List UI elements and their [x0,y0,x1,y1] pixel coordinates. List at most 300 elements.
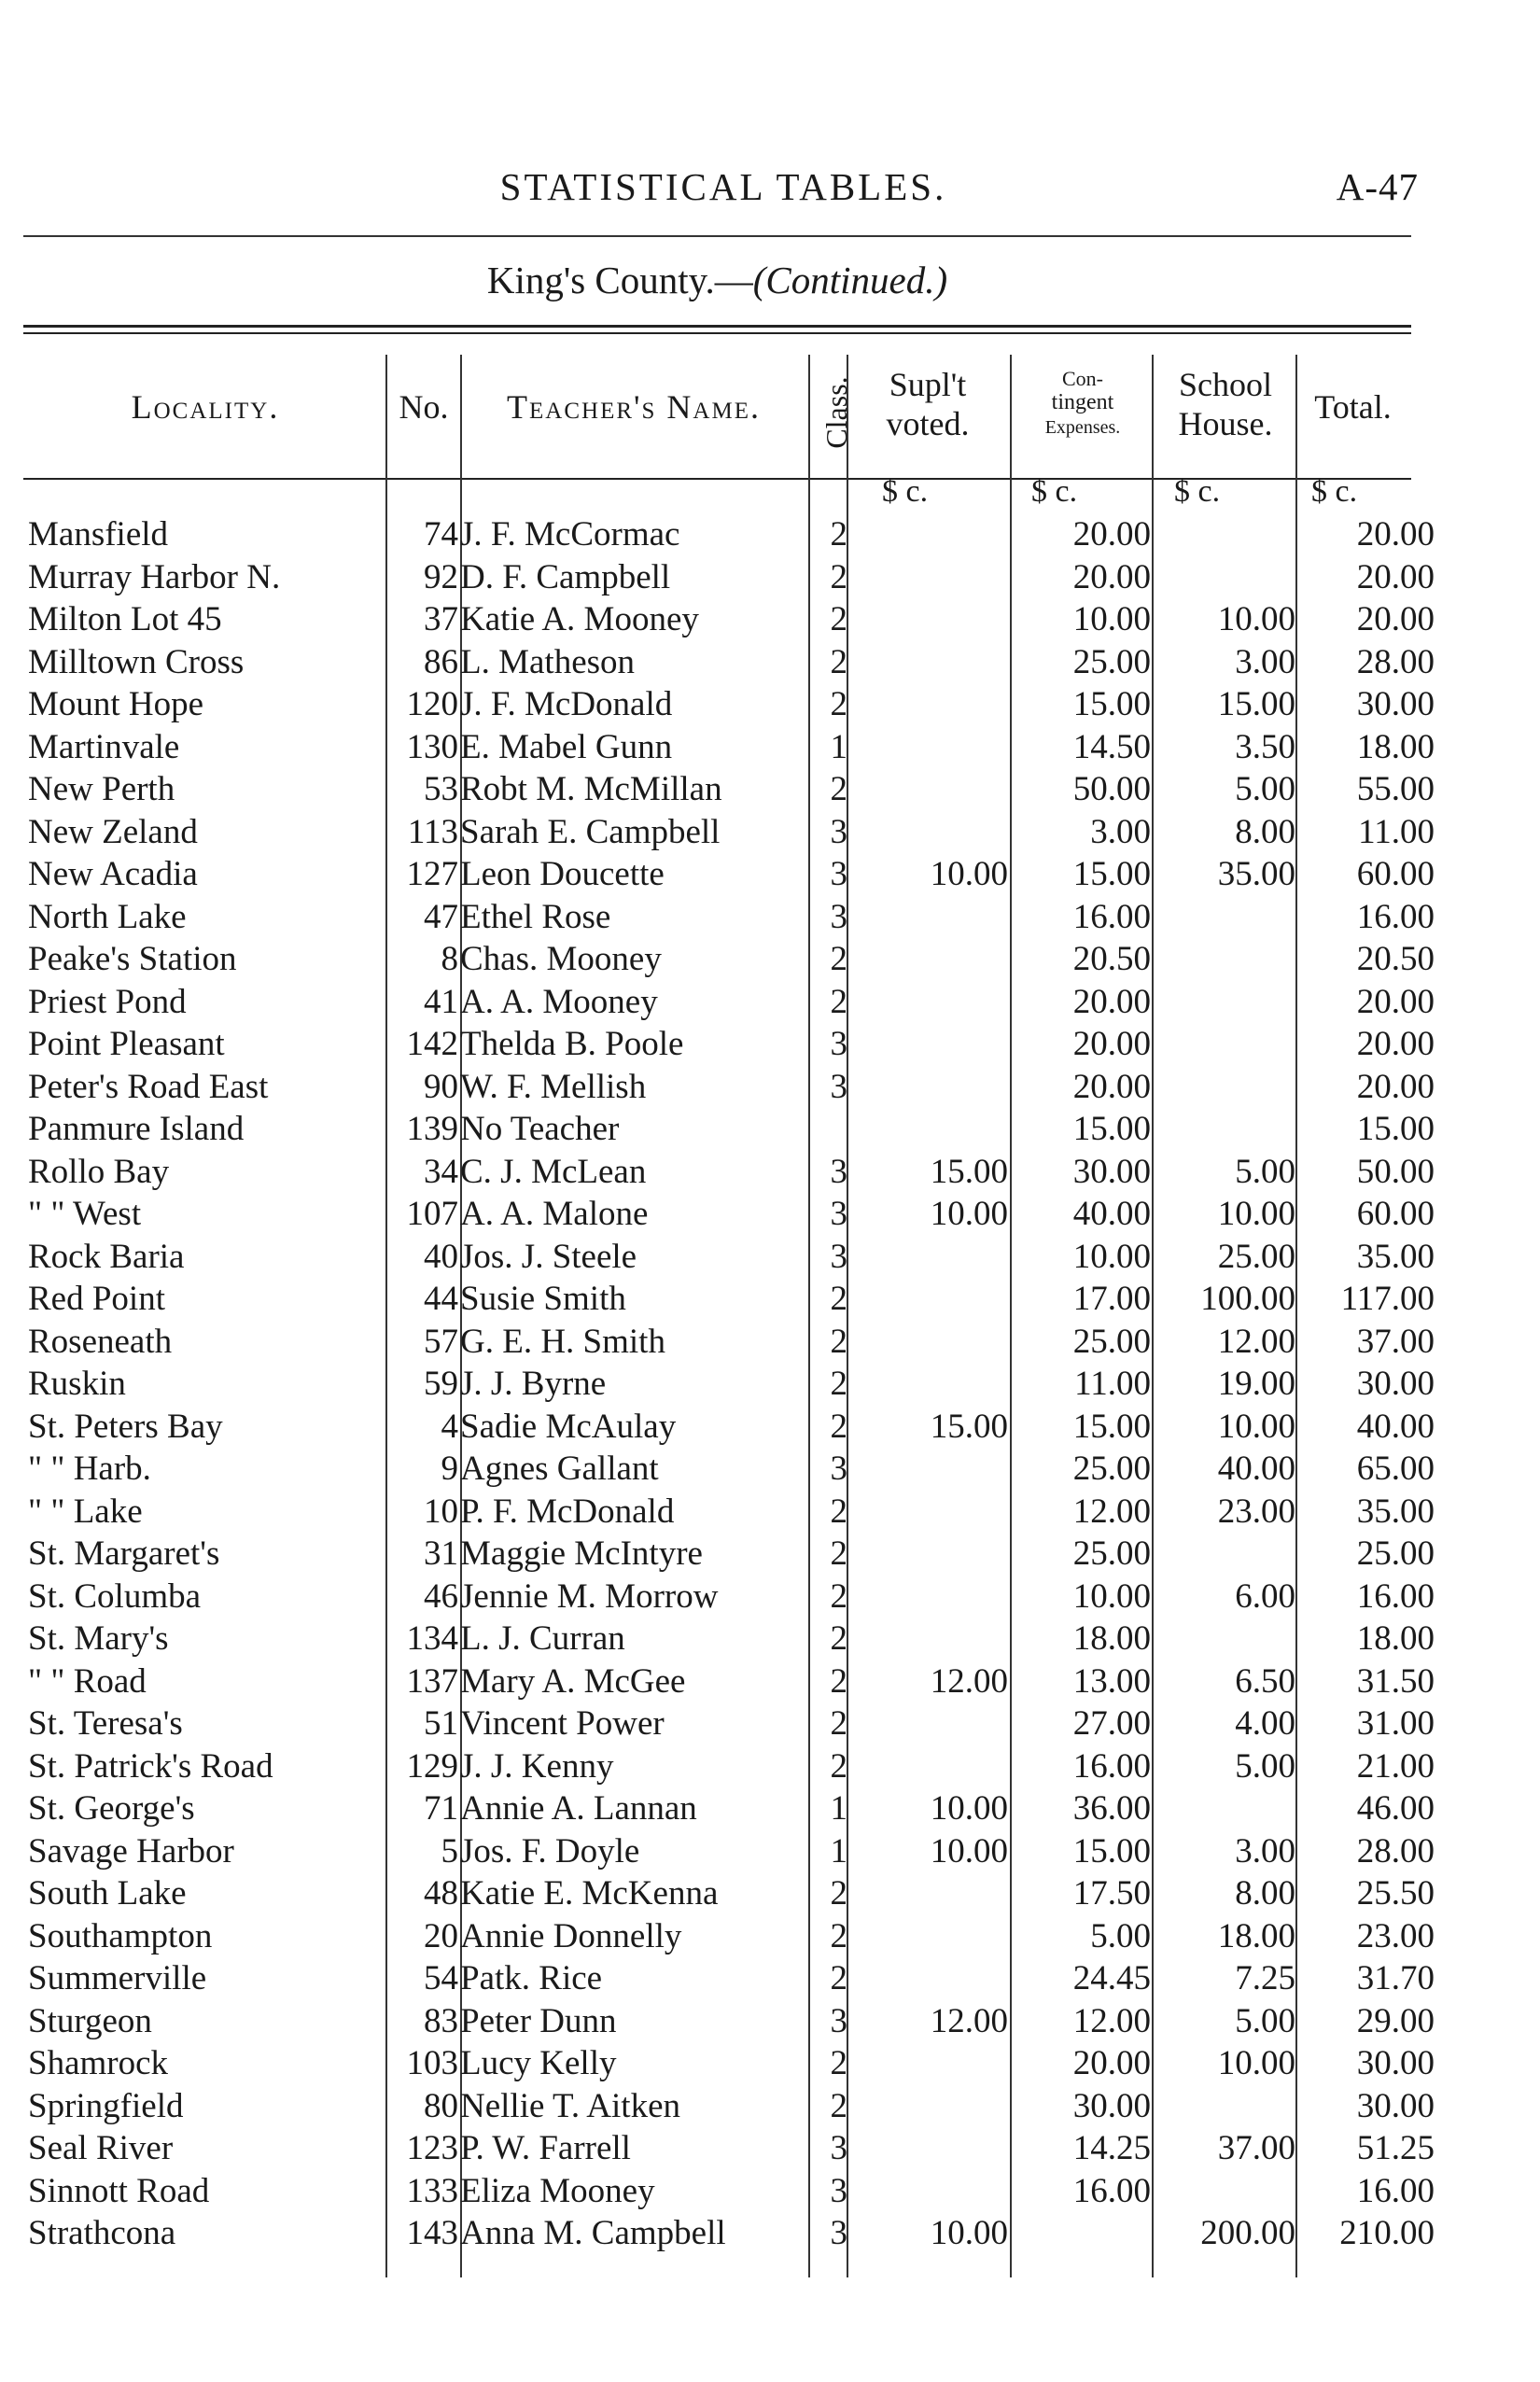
class-cell: 2 [830,1322,847,1361]
number-cell: 47 [424,897,458,936]
school-house-cell: 5.00 [1235,1152,1295,1191]
school-house-cell: 5.00 [1235,2001,1295,2040]
number-cell: 10 [424,1492,458,1531]
school-house-cell: 40.00 [1217,1450,1295,1488]
total-cell: 20.00 [1356,557,1435,596]
number-cell: 34 [424,1152,458,1191]
total-cell: 29.00 [1356,2001,1435,2040]
school-house-cell: 10.00 [1217,2044,1295,2082]
total-cell: 20.50 [1356,940,1435,978]
table-row [23,1576,1435,1618]
locality-cell: Mount Hope [28,685,204,723]
class-cell: 2 [830,1365,847,1403]
class-cell: 3 [830,897,847,936]
class-cell: 2 [830,1407,847,1446]
table-row [23,981,1435,1024]
contingent-cell: 17.50 [1072,1874,1151,1913]
supplement-cell: 10.00 [930,1831,1008,1871]
number-cell: 103 [406,2044,458,2082]
table-row [23,683,1435,726]
total-cell: 30.00 [1356,2086,1435,2125]
class-cell: 3 [830,1152,847,1191]
total-cell: 55.00 [1356,770,1435,808]
teacher-name-cell: Susie Smith [460,1280,626,1318]
number-cell: 134 [406,1619,458,1658]
school-house-cell: 3.00 [1235,1831,1295,1871]
total-cell: 30.00 [1356,685,1435,723]
class-cell: 2 [830,1619,847,1658]
number-cell: 4 [441,1407,458,1446]
page-number: A-47 [1336,165,1419,208]
table-row [23,1957,1435,2000]
number-cell: 139 [406,1110,458,1148]
locality-cell: Peake's Station [28,940,237,978]
contingent-cell: 14.25 [1072,2129,1151,2167]
locality-cell: Savage Harbor [28,1831,234,1871]
total-cell: 23.00 [1356,1916,1435,1955]
teacher-name-cell: Chas. Mooney [460,940,662,978]
contingent-cell: 50.00 [1072,770,1151,808]
column-header-no: No. [399,388,449,426]
class-cell: 3 [830,1237,847,1276]
locality-cell: North Lake [28,897,187,936]
total-cell: 16.00 [1356,1576,1435,1616]
table-row [23,556,1435,599]
contingent-cell: 20.00 [1072,1025,1151,1063]
page-header [28,164,1419,220]
locality-cell: Rock Baria [28,1237,185,1276]
number-cell: 54 [424,1959,458,1997]
table-row [23,853,1435,896]
class-cell: 2 [830,1916,847,1955]
teacher-name-cell: Anna M. Campbell [460,2214,726,2252]
table-row [23,2212,1435,2255]
subtitle-main: King's County.— [486,259,753,301]
class-cell: 2 [830,982,847,1021]
number-cell: 44 [424,1280,458,1318]
locality-cell: Martinvale [28,727,180,766]
teacher-name-cell: Vincent Power [460,1704,665,1743]
contingent-cell: 25.00 [1072,642,1151,681]
number-cell: 8 [441,940,458,978]
total-cell: 51.25 [1356,2129,1435,2167]
class-cell: 3 [830,855,847,893]
school-house-cell: 10.00 [1217,600,1295,638]
total-cell: 35.00 [1356,1492,1435,1531]
column-header-suplt-1: Supl't [889,366,967,403]
locality-cell: St. Mary's [28,1619,169,1658]
teacher-name-cell: Patk. Rice [460,1959,603,1997]
table-row [23,2000,1435,2043]
total-cell: 31.70 [1356,1959,1435,1997]
table-row [23,1108,1435,1151]
contingent-cell: 12.00 [1072,1492,1151,1531]
teacher-name-cell: Thelda B. Poole [460,1025,684,1063]
top-rule-2 [23,332,1411,334]
teacher-name-cell: Agnes Gallant [460,1450,659,1488]
class-cell: 2 [830,1746,847,1786]
class-cell: 3 [830,1450,847,1488]
locality-cell: Priest Pond [28,982,187,1021]
table-row [23,1278,1435,1321]
class-cell: 3 [830,812,847,851]
number-cell: 71 [424,1789,458,1828]
teacher-name-cell: Jennie M. Morrow [460,1576,719,1616]
number-cell: 74 [424,515,458,553]
teacher-name-cell: J. F. McDonald [460,685,673,723]
contingent-cell: 20.00 [1072,1067,1151,1106]
locality-cell: Red Point [28,1280,165,1318]
total-cell: 35.00 [1356,1237,1435,1276]
table-row [23,1915,1435,1958]
supplement-cell: 15.00 [930,1407,1008,1446]
table-row [23,2085,1435,2128]
table-row [23,1830,1435,1873]
locality-cell: Summerville [28,1959,207,1997]
table-row [23,1066,1435,1109]
teacher-name-cell: D. F. Campbell [460,557,671,596]
total-cell: 20.00 [1356,600,1435,638]
school-house-cell: 100.00 [1200,1280,1295,1318]
locality-cell: New Acadia [28,855,198,893]
class-cell: 2 [830,1492,847,1531]
contingent-cell: 20.00 [1072,557,1151,596]
contingent-cell: 30.00 [1072,2086,1151,2125]
contingent-cell: 5.00 [1090,1916,1151,1955]
number-cell: 120 [406,685,458,723]
contingent-cell: 12.00 [1072,2001,1151,2040]
class-cell: 3 [830,2171,847,2210]
contingent-cell: 25.00 [1072,1450,1151,1488]
locality-cell: Seal River [28,2129,174,2167]
contingent-cell: 25.00 [1072,1534,1151,1573]
class-cell: 2 [830,557,847,596]
school-house-cell: 3.50 [1235,727,1295,766]
teacher-name-cell: Maggie McIntyre [460,1534,703,1573]
school-house-cell: 8.00 [1235,812,1295,851]
locality-cell: " " Lake [28,1492,143,1531]
teacher-name-cell: J. F. McCormac [460,515,680,553]
locality-cell: Sinnott Road [28,2171,210,2210]
contingent-cell: 16.00 [1072,1746,1151,1786]
total-cell: 20.00 [1356,982,1435,1021]
teacher-name-cell: Sadie McAulay [460,1407,677,1446]
contingent-cell: 20.00 [1072,982,1151,1021]
number-cell: 31 [424,1534,458,1573]
teacher-name-cell: Katie E. McKenna [460,1874,719,1913]
contingent-cell: 20.00 [1072,2044,1151,2082]
number-cell: 129 [406,1746,458,1786]
table-row [23,1787,1435,1830]
locality-cell: Southampton [28,1916,213,1955]
teacher-name-cell: P. W. Farrell [460,2129,631,2167]
contingent-cell: 20.00 [1072,515,1151,553]
number-cell: 92 [424,557,458,596]
column-header-school-2: House. [1178,405,1273,442]
number-cell: 90 [424,1067,458,1106]
teacher-name-cell: C. J. McLean [460,1152,647,1191]
class-cell: 2 [830,2044,847,2082]
contingent-cell: 15.00 [1072,855,1151,893]
school-house-cell: 10.00 [1217,1407,1295,1446]
locality-cell: Point Pleasant [28,1025,225,1063]
table-row [23,2127,1435,2170]
number-cell: 9 [441,1450,458,1488]
total-cell: 31.50 [1356,1661,1435,1701]
column-header-school-1: School [1178,366,1272,403]
table-row [23,1491,1435,1534]
number-cell: 123 [406,2129,458,2167]
supplement-cell: 15.00 [930,1152,1008,1191]
table-row [23,513,1435,556]
contingent-cell: 13.00 [1072,1661,1151,1701]
contingent-cell: 18.00 [1072,1619,1151,1658]
total-cell: 210.00 [1339,2214,1435,2252]
school-house-cell: 200.00 [1200,2214,1295,2252]
class-cell: 1 [830,1831,847,1871]
teacher-name-cell: L. Matheson [460,642,636,681]
teacher-name-cell: Jos. J. Steele [460,1237,637,1276]
table-row [23,1236,1435,1279]
school-house-cell: 10.00 [1217,1195,1295,1233]
table-row [23,2042,1435,2085]
locality-cell: Mansfield [28,515,169,553]
total-cell: 18.00 [1356,1619,1435,1658]
locality-cell: St. Peters Bay [28,1407,223,1446]
table-row [23,2170,1435,2213]
contingent-cell: 25.00 [1072,1322,1151,1361]
table-subtitle [23,258,1411,302]
supplement-cell: 10.00 [930,855,1008,893]
total-cell: 60.00 [1356,1195,1435,1233]
total-cell: 11.00 [1358,812,1435,851]
class-cell: 2 [830,770,847,808]
number-cell: 107 [406,1195,458,1233]
total-cell: 50.00 [1356,1152,1435,1191]
contingent-cell: 11.00 [1074,1365,1151,1403]
table-row [23,1321,1435,1364]
teacher-name-cell: A. A. Malone [460,1195,649,1233]
teacher-name-cell: Mary A. McGee [460,1661,686,1701]
class-cell: 1 [830,1789,847,1828]
column-header-locality: Locality. [131,388,280,426]
class-cell: 2 [830,685,847,723]
table-row [23,938,1435,981]
supplement-cell: 10.00 [930,1195,1008,1233]
school-house-cell: 4.00 [1235,1704,1295,1743]
teacher-name-cell: L. J. Curran [460,1619,625,1658]
contingent-cell: 10.00 [1072,600,1151,638]
locality-cell: " " Road [28,1661,147,1701]
total-cell: 15.00 [1356,1110,1435,1148]
teacher-name-cell: No Teacher [460,1110,620,1148]
table-row [23,1533,1435,1576]
unit-suplt: $ c. [882,474,929,509]
total-cell: 60.00 [1356,855,1435,893]
locality-cell: Panmure Island [28,1110,245,1148]
number-cell: 142 [406,1025,458,1063]
total-cell: 28.00 [1356,642,1435,681]
teacher-name-cell: Nellie T. Aitken [460,2086,681,2125]
contingent-cell: 40.00 [1072,1195,1151,1233]
teacher-name-cell: Leon Doucette [460,855,665,893]
number-cell: 41 [424,982,458,1021]
total-cell: 30.00 [1356,2044,1435,2082]
column-header-total: Total. [1314,388,1392,426]
number-cell: 143 [406,2214,458,2252]
running-head: STATISTICAL TABLES. [499,165,947,208]
table-row [23,1406,1435,1449]
class-cell: 2 [830,1661,847,1701]
locality-cell: Shamrock [28,2044,169,2082]
school-house-cell: 35.00 [1217,855,1295,893]
number-cell: 20 [424,1916,458,1955]
school-house-cell: 8.00 [1235,1874,1295,1913]
teacher-name-cell: Annie Donnelly [460,1916,682,1955]
contingent-cell: 27.00 [1072,1704,1151,1743]
total-cell: 16.00 [1356,2171,1435,2210]
class-cell: 2 [830,1704,847,1743]
total-cell: 65.00 [1356,1450,1435,1488]
column-headers [23,355,1411,476]
teacher-name-cell: P. F. McDonald [460,1492,675,1531]
locality-cell: New Perth [28,770,175,808]
class-cell: 3 [830,2001,847,2040]
class-cell: 2 [830,1576,847,1616]
class-cell: 2 [830,515,847,553]
contingent-cell: 14.50 [1072,727,1151,766]
total-cell: 25.50 [1356,1874,1435,1913]
unit-school: $ c. [1174,474,1221,509]
school-house-cell: 6.00 [1235,1576,1295,1616]
class-cell: 3 [830,1067,847,1106]
total-cell: 37.00 [1356,1322,1435,1361]
number-cell: 86 [424,642,458,681]
table-row [23,811,1435,854]
unit-contingent: $ c. [1031,474,1078,509]
teacher-name-cell: Katie A. Mooney [460,600,699,638]
teacher-name-cell: Sarah E. Campbell [460,812,721,851]
teacher-name-cell: Robt M. McMillan [460,770,722,808]
locality-cell: St. George's [28,1789,195,1828]
contingent-cell: 36.00 [1072,1789,1151,1828]
locality-cell: Sturgeon [28,2001,152,2040]
column-header-contingent-3: Expenses. [1044,417,1121,438]
teacher-name-cell: J. J. Byrne [460,1365,607,1403]
supplement-cell: 12.00 [930,2001,1008,2040]
locality-cell: St. Patrick's Road [28,1746,273,1786]
contingent-cell: 30.00 [1072,1152,1151,1191]
header-rule [23,235,1411,237]
locality-cell: Springfield [28,2086,184,2125]
supplement-cell: 10.00 [930,2214,1008,2252]
class-cell: 2 [830,940,847,978]
teacher-name-cell: Jos. F. Doyle [460,1831,640,1871]
class-cell: 3 [830,2214,847,2252]
table-row [23,896,1435,939]
teacher-name-cell: Ethel Rose [460,897,611,936]
table-row [23,1448,1435,1491]
class-cell: 2 [830,642,847,681]
total-cell: 46.00 [1356,1789,1435,1828]
number-cell: 130 [406,727,458,766]
total-cell: 16.00 [1356,897,1435,936]
class-cell: 2 [830,1534,847,1573]
class-cell: 3 [830,2129,847,2167]
school-house-cell: 18.00 [1217,1916,1295,1955]
table-row [23,598,1435,641]
contingent-cell: 17.00 [1072,1280,1151,1318]
table-row [23,1618,1435,1660]
table-row [23,1363,1435,1406]
column-header-class: Class. [819,376,853,449]
table-row [23,1745,1435,1788]
number-cell: 83 [424,2001,458,2040]
school-house-cell: 15.00 [1217,685,1295,723]
class-cell: 2 [830,1874,847,1913]
number-cell: 57 [424,1322,458,1361]
school-house-cell: 12.00 [1217,1322,1295,1361]
locality-cell: " " Harb. [28,1450,151,1488]
contingent-cell: 15.00 [1072,1831,1151,1871]
number-cell: 137 [406,1661,458,1701]
supplement-cell: 10.00 [930,1789,1008,1828]
number-cell: 133 [406,2171,458,2210]
school-house-cell: 5.00 [1235,1746,1295,1786]
number-cell: 48 [424,1874,458,1913]
locality-cell: Milton Lot 45 [28,600,222,638]
contingent-cell: 20.50 [1072,940,1151,978]
number-cell: 113 [407,812,458,851]
school-house-cell: 3.00 [1235,642,1295,681]
number-cell: 127 [406,855,458,893]
table-row [23,1702,1435,1745]
table-row [23,726,1435,769]
locality-cell: St. Columba [28,1576,202,1616]
locality-cell: St. Margaret's [28,1534,220,1573]
table-row [23,1023,1435,1066]
number-cell: 40 [424,1237,458,1276]
contingent-cell: 15.00 [1072,1407,1151,1446]
subtitle-continued: (Continued.) [752,259,948,301]
class-cell: 3 [830,1025,847,1063]
total-cell: 31.00 [1356,1704,1435,1743]
class-cell: 2 [830,600,847,638]
teacher-name-cell: Lucy Kelly [460,2044,617,2082]
table-row [23,1193,1435,1236]
school-house-cell: 6.50 [1235,1661,1295,1701]
locality-cell: Roseneath [28,1322,173,1361]
number-cell: 5 [441,1831,458,1871]
unit-total: $ c. [1311,474,1358,509]
table-row [23,768,1435,811]
contingent-cell: 15.00 [1072,1110,1151,1148]
number-cell: 51 [424,1704,458,1743]
number-cell: 80 [424,2086,458,2125]
column-header-contingent-1: Con- [1062,367,1103,390]
column-header-teacher: Teacher's Name. [507,388,761,426]
locality-cell: St. Teresa's [28,1704,183,1743]
teacher-name-cell: A. A. Mooney [460,982,658,1021]
teacher-name-cell: J. J. Kenny [460,1746,614,1786]
column-header-suplt-2: voted. [886,405,970,442]
number-cell: 37 [424,600,458,638]
school-house-cell: 37.00 [1217,2129,1295,2167]
teacher-name-cell: W. F. Mellish [460,1067,647,1106]
contingent-cell: 10.00 [1072,1237,1151,1276]
total-cell: 20.00 [1356,1025,1435,1063]
contingent-cell: 3.00 [1090,812,1151,851]
